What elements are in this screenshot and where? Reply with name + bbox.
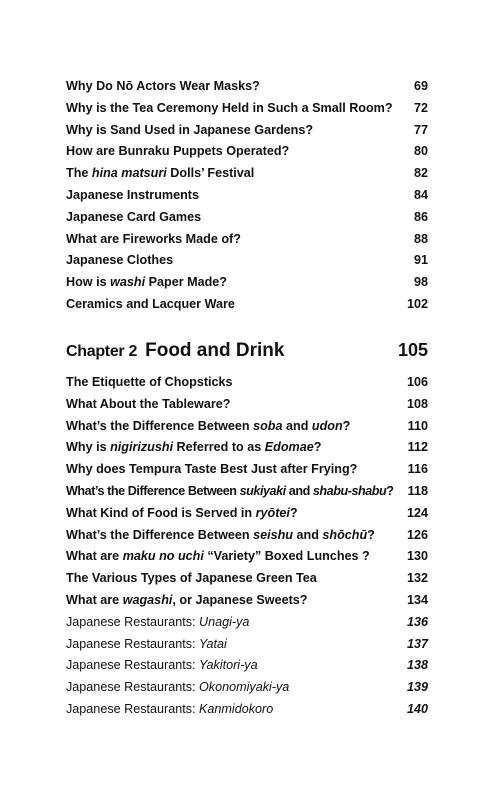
toc-entry-title-italic: Unagi-ya [199,614,250,629]
toc-entry-title [66,437,321,459]
toc-entry-title [66,546,370,568]
toc-entry-title-text: What are [66,549,123,564]
toc-entry-page-number: 126 [406,527,428,542]
toc-entry-title-text: Japanese Card Games [66,209,202,224]
toc-entry-page-number: 118 [407,483,428,498]
toc-entry-title-italic: shabu-shabu [312,483,387,498]
toc-entry[interactable] [66,294,428,316]
toc-entry-title [66,416,350,438]
toc-entry-title [66,250,173,272]
toc-entry-title [66,141,289,163]
toc-entry-page-number: 102 [406,296,428,311]
toc-entry-title-text: What are [66,592,123,607]
toc-entry-title-text: Why is the Tea Ceremony Held in Such a Small Room? [66,100,393,115]
toc-entry-title [66,163,254,185]
toc-entry[interactable] [66,185,428,207]
chapter-label: Chapter 2 [66,343,138,360]
toc-entry-page-number: 69 [413,79,428,93]
toc-entry-title-text: How are Bunraku Puppets Operated? [66,144,290,159]
toc-entry-title-text: The Various Types of Japanese Green Tea [66,571,317,586]
toc-entry-title-italic: hina matsuri [91,166,167,181]
toc-entry[interactable] [66,229,428,251]
toc-entry-title-text: ? [342,418,351,433]
toc-section-food-and-drink [66,372,428,721]
toc-entry-title-text: Japanese Restaurants: [66,701,200,716]
toc-entry-title-text: The [66,166,92,181]
toc-entry[interactable] [66,98,428,120]
toc-entry-title-text: ? [289,505,298,520]
toc-entry-page-number: 110 [407,418,428,433]
toc-entry-title [66,481,394,503]
toc-entry-page-number: 134 [406,592,428,607]
toc-entry-title [66,503,298,525]
toc-entry[interactable] [66,437,428,459]
chapter-page-number: 105 [397,340,428,360]
toc-entry-page-number: 77 [413,122,428,137]
toc-entry-title-text: and [282,418,312,433]
toc-entry-title [66,677,289,699]
toc-entry-title-italic: shōchū [322,527,368,542]
toc-entry-page-number: 108 [406,396,428,411]
toc-entry[interactable] [66,568,428,590]
toc-entry-title-text: Japanese Restaurants: [66,680,200,695]
toc-entry-title-text: ? [367,527,375,542]
toc-entry-page-number: 86 [413,209,428,224]
toc-entry-title-italic: ryōtei [255,505,290,520]
toc-entry[interactable] [66,372,428,394]
toc-entry-page-number: 124 [406,505,428,520]
toc-entry-title [66,590,308,612]
toc-entry-title-text: ? [386,483,394,498]
toc-entry-title-italic: Yakitori-ya [199,658,258,673]
toc-entry[interactable] [66,525,428,547]
toc-entry-title-text: and [293,527,323,542]
toc-entry[interactable] [66,590,428,612]
toc-entry[interactable] [66,163,428,185]
toc-entry-title [66,120,313,142]
toc-entry-title-text: The Etiquette of Chopsticks [66,375,233,389]
toc-entry-page-number: 137 [406,636,428,651]
toc-entry-title-text: Why is Sand Used in Japanese Gardens? [66,122,314,137]
toc-entry-title-italic: Yatai [199,636,227,651]
toc-entry[interactable] [66,207,428,229]
toc-entry-title [66,699,273,721]
toc-entry-title-text: “Variety” Boxed Lunches ? [203,549,370,564]
toc-entry[interactable] [66,250,428,272]
toc-entry-page-number: 132 [406,571,428,586]
toc-entry-title-text: ? [313,440,322,455]
toc-entry-title-italic: Kanmidokoro [199,701,274,716]
toc-entry-page-number: 91 [413,253,428,268]
toc-entry-title-text: Japanese Restaurants: [66,658,200,673]
toc-entry-title [66,207,201,229]
toc-entry-title-italic: wagashi [122,592,173,607]
toc-section-previous-chapter [66,76,428,316]
toc-entry-title [66,634,227,656]
toc-entry-title-italic: seishu [253,527,293,542]
toc-entry-title-text: , or Japanese Sweets? [172,592,308,607]
toc-entry-title [66,655,258,677]
toc-entry-title-text: What’s the Difference Between [66,527,254,542]
toc-entry-page-number: 136 [406,614,428,629]
toc-entry-title [66,612,249,634]
toc-entry-title-italic: udon [311,418,343,433]
toc-entry-page-number: 98 [413,275,428,290]
toc-entry-title-text: Why is [66,440,111,455]
toc-entry-title-text: Japanese Instruments [66,187,199,202]
toc-entry-title [66,272,227,294]
toc-entry-page-number: 130 [406,549,428,564]
toc-entry[interactable] [66,481,428,503]
toc-entry-title-italic: washi [110,275,146,290]
chapter-title-group [66,340,284,362]
toc-entry-title [66,98,393,120]
toc-entry-title-italic: nigirizushi [110,440,174,455]
toc-entry-title-italic: maku no uchi [122,549,204,564]
toc-entry-title-text: Paper Made? [145,275,227,290]
toc-entry[interactable] [66,141,428,163]
toc-entry-title-italic: Edomae [264,440,314,455]
toc-entry-title-text: What’s the Difference Between [66,418,254,433]
toc-entry-page-number: 84 [413,187,428,202]
toc-entry-page-number: 140 [406,701,428,716]
toc-entry-title [66,459,357,481]
toc-entry-title-text: Dolls’ Festival [166,166,255,181]
toc-entry-title-text: Japanese Restaurants: [66,636,200,651]
toc-entry-title [66,394,230,416]
toc-entry-title-italic: Okonomiyaki-ya [199,680,290,695]
toc-entry[interactable] [66,503,428,525]
toc-entry-title-text: Japanese Restaurants: [66,614,200,629]
toc-entry-title [66,229,241,251]
toc-entry-title [66,525,375,547]
toc-entry-title-italic: sukiyaki [239,483,286,498]
toc-entry-page-number: 106 [406,375,428,389]
toc-entry-page-number: 88 [413,231,428,246]
toc-entry-page-number: 116 [407,462,428,477]
toc-entry[interactable] [66,76,428,98]
toc-entry[interactable] [66,677,428,699]
toc-entry-page-number: 80 [413,144,428,159]
toc-entry-title [66,372,233,394]
toc-entry-title-text: Why does Tempura Taste Best Just after Frying? [66,462,358,477]
toc-entry[interactable] [66,120,428,142]
toc-entry-title [66,568,317,590]
toc-entry-title-text: and [285,483,313,498]
chapter-title: Food and Drink [145,340,285,361]
toc-entry-title [66,76,260,98]
toc-entry-title [66,185,199,207]
toc-entry-page-number: 138 [406,658,428,673]
toc-entry-title-text: What are Fireworks Made of? [66,231,241,246]
toc-entry-title-text: What Kind of Food is Served in [66,505,256,520]
toc-entry-page-number: 72 [413,100,428,115]
toc-entry-title-text: What’s the Difference Between [66,483,240,498]
toc-entry[interactable] [66,546,428,568]
chapter-heading [66,340,428,362]
toc-entry-title-text: Referred to as [173,440,265,455]
toc-entry-title-text: Why Do Nō Actors Wear Masks? [66,79,260,93]
toc-entry-title-text: Ceramics and Lacquer Ware [66,296,235,311]
toc-entry-title-text: What About the Tableware? [66,396,231,411]
toc-entry-page-number: 82 [413,166,428,181]
toc-entry-title-text: Japanese Clothes [66,253,174,268]
toc-entry[interactable] [66,634,428,656]
toc-entry[interactable] [66,655,428,677]
toc-entry[interactable] [66,416,428,438]
toc-entry[interactable] [66,612,428,634]
toc-entry[interactable] [66,459,428,481]
toc-entry-title-italic: soba [253,418,283,433]
toc-entry[interactable] [66,394,428,416]
toc-entry-page-number: 112 [407,440,428,455]
toc-entry[interactable] [66,272,428,294]
toc-entry-page-number: 139 [406,680,428,695]
toc-entry-title-text: How is [66,275,111,290]
toc-entry[interactable] [66,699,428,721]
toc-entry-title [66,294,235,316]
